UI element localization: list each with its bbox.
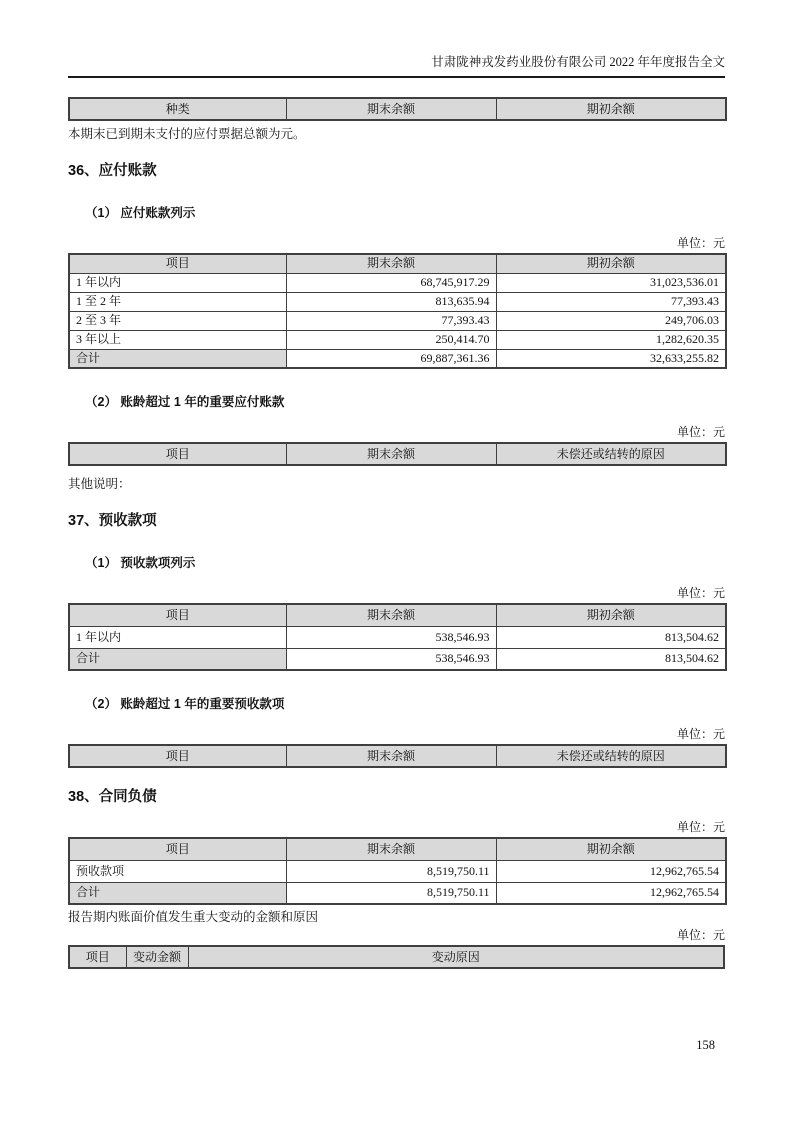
important-advances-table	[68, 744, 727, 768]
column-header-item: 项目	[69, 443, 286, 465]
cell-item: 1 年以内	[69, 273, 286, 292]
table-row	[69, 311, 726, 330]
cell-end-balance: 68,745,917.29	[286, 273, 496, 292]
column-header-end-balance: 期末余额	[286, 838, 496, 860]
unit-label: 单位：元	[676, 727, 725, 741]
cell-begin-balance: 1,282,620.35	[496, 330, 726, 349]
column-header-end-balance: 期末余额	[286, 604, 496, 626]
notes-payable-note: 本期末已到期未支付的应付票据总额为元。	[68, 127, 306, 141]
accounts-payable-aging-table	[68, 253, 727, 369]
important-accounts-payable-table	[68, 442, 727, 466]
column-header-item: 项目	[69, 604, 286, 626]
doc-header	[68, 54, 725, 78]
cell-end-balance: 538,546.93	[286, 626, 496, 648]
cell-item: 1 至 2 年	[69, 292, 286, 311]
column-header-end-balance: 期末余额	[286, 98, 496, 120]
column-header-item: 项目	[69, 946, 126, 968]
page-number: 158	[696, 1038, 715, 1052]
cell-begin-balance: 813,504.62	[496, 626, 726, 648]
cell-begin-balance: 31,023,536.01	[496, 273, 726, 292]
cell-item: 预收款项	[69, 860, 286, 882]
table-header-row	[69, 98, 726, 120]
table-header-row	[69, 838, 726, 860]
change-reason-table	[68, 945, 725, 969]
column-header-end-balance: 期末余额	[286, 745, 496, 767]
section-37-title: 37、预收款项	[68, 513, 157, 529]
cell-item: 2 至 3 年	[69, 311, 286, 330]
column-header-begin-balance: 期初余额	[496, 98, 726, 120]
cell-total-label: 合计	[69, 648, 286, 670]
unit-label: 单位：元	[676, 586, 725, 600]
cell-end-balance: 813,635.94	[286, 292, 496, 311]
column-header-begin-balance: 期初余额	[496, 254, 726, 273]
doc-header-title: 甘肃陇神戎发药业股份有限公司 2022 年年度报告全文	[431, 55, 725, 69]
unit-label: 单位：元	[676, 928, 725, 942]
column-header-item: 项目	[69, 745, 286, 767]
cell-total-label: 合计	[69, 882, 286, 904]
unit-label: 单位：元	[676, 820, 725, 834]
cell-item: 3 年以上	[69, 330, 286, 349]
contract-liabilities-table	[68, 837, 727, 905]
cell-end-balance: 250,414.70	[286, 330, 496, 349]
cell-end-balance: 538,546.93	[286, 648, 496, 670]
table-row	[69, 330, 726, 349]
cell-end-balance: 8,519,750.11	[286, 860, 496, 882]
section-37-1-title: （1） 预收款项列示	[85, 556, 196, 570]
cell-begin-balance: 249,706.03	[496, 311, 726, 330]
cell-total-label: 合计	[69, 349, 286, 368]
cell-begin-balance: 813,504.62	[496, 648, 726, 670]
column-header-reason: 未偿还或结转的原因	[496, 745, 726, 767]
cell-end-balance: 8,519,750.11	[286, 882, 496, 904]
column-header-begin-balance: 期初余额	[496, 604, 726, 626]
table-header-row	[69, 443, 726, 465]
column-header-end-balance: 期末余额	[286, 443, 496, 465]
column-header-type: 种类	[69, 98, 286, 120]
cell-begin-balance: 32,633,255.82	[496, 349, 726, 368]
table-total-row	[69, 648, 726, 670]
section-36-1-title: （1） 应付账款列示	[85, 206, 196, 220]
table-row	[69, 626, 726, 648]
section-38-title: 38、合同负债	[68, 789, 157, 805]
cell-begin-balance: 12,962,765.54	[496, 882, 726, 904]
cell-begin-balance: 77,393.43	[496, 292, 726, 311]
unit-label: 单位：元	[676, 425, 725, 439]
cell-end-balance: 77,393.43	[286, 311, 496, 330]
table-header-row	[69, 604, 726, 626]
column-header-end-balance: 期末余额	[286, 254, 496, 273]
column-header-item: 项目	[69, 254, 286, 273]
table-header-row	[69, 946, 724, 968]
table-row	[69, 860, 726, 882]
table-header-row	[69, 745, 726, 767]
cell-end-balance: 69,887,361.36	[286, 349, 496, 368]
column-header-change-amount: 变动金额	[126, 946, 188, 968]
cell-item: 1 年以内	[69, 626, 286, 648]
column-header-change-reason: 变动原因	[188, 946, 724, 968]
column-header-item: 项目	[69, 838, 286, 860]
table-total-row	[69, 349, 726, 368]
unit-label: 单位：元	[676, 236, 725, 250]
notes-payable-type-table	[68, 97, 727, 121]
section-36-2-title: （2） 账龄超过 1 年的重要应付账款	[85, 395, 285, 409]
table-row	[69, 273, 726, 292]
table-total-row	[69, 882, 726, 904]
change-note: 报告期内账面价值发生重大变动的金额和原因	[68, 910, 319, 924]
cell-begin-balance: 12,962,765.54	[496, 860, 726, 882]
section-37-2-title: （2） 账龄超过 1 年的重要预收款项	[85, 697, 285, 711]
table-header-row	[69, 254, 726, 273]
section-36-title: 36、应付账款	[68, 163, 157, 179]
table-row	[69, 292, 726, 311]
column-header-begin-balance: 期初余额	[496, 838, 726, 860]
other-note: 其他说明：	[68, 477, 131, 491]
advances-received-table	[68, 603, 727, 671]
column-header-reason: 未偿还或结转的原因	[496, 443, 726, 465]
